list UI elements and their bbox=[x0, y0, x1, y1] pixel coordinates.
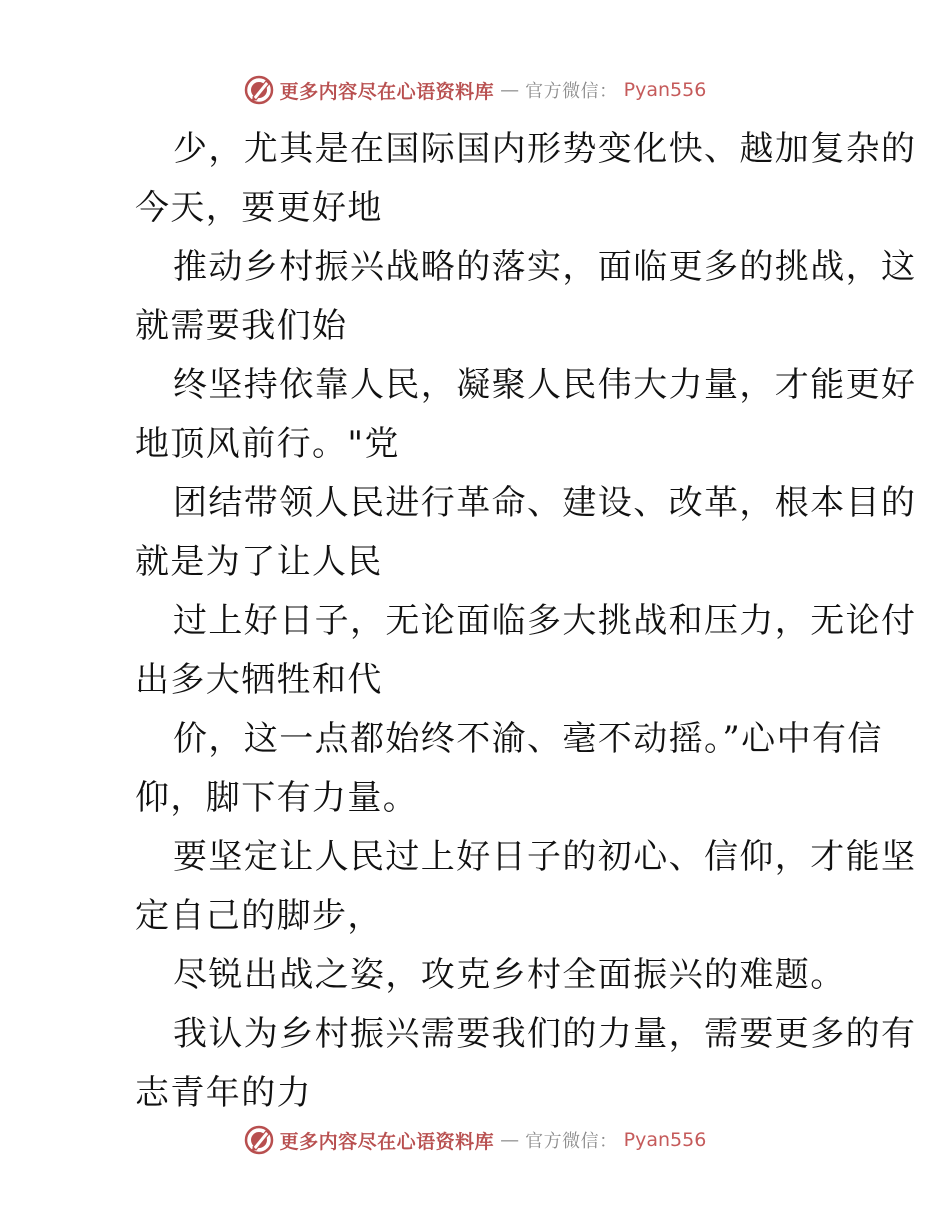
banner-dash: — bbox=[500, 79, 520, 101]
paragraph-line: 尽锐出战之姿，攻克乡村全面振兴的难题。 bbox=[173, 955, 846, 995]
banner-text: 更多内容尽在心语资料库 bbox=[279, 1130, 495, 1153]
paragraph-line: 今天，要更好地 bbox=[135, 188, 383, 228]
pen-logo-icon bbox=[244, 1125, 274, 1155]
wechat-label: 官方微信： bbox=[525, 1131, 618, 1152]
paragraph-line: 价，这一点都始终不渝、毫不动摇。”心中有信 bbox=[173, 719, 883, 759]
document-body bbox=[97, 120, 917, 1123]
footer-banner bbox=[0, 1120, 950, 1160]
paragraph-9 bbox=[97, 1005, 917, 1123]
paragraph-6 bbox=[97, 710, 883, 828]
paragraph-line: 推动乡村振兴战略的落实，面临更多的挑战，这 bbox=[173, 247, 917, 287]
paragraph-line: 要坚定让人民过上好日子的初心、信仰，才能坚 bbox=[173, 837, 917, 877]
banner-dash: — bbox=[500, 1129, 520, 1151]
paragraph-line: 团结带领人民进行革命、建设、改革，根本目的 bbox=[173, 483, 917, 523]
paragraph-4 bbox=[97, 474, 917, 592]
paragraph-line: 就是为了让人民 bbox=[135, 542, 383, 582]
paragraph-line: 志青年的力 bbox=[135, 1073, 312, 1113]
wechat-label: 官方微信： bbox=[525, 81, 618, 102]
banner-text: 更多内容尽在心语资料库 bbox=[279, 80, 495, 103]
paragraph-line: 定自己的脚步， bbox=[135, 896, 383, 936]
paragraph-3 bbox=[97, 356, 917, 474]
paragraph-2 bbox=[97, 238, 917, 356]
header-banner bbox=[0, 70, 950, 110]
paragraph-line: 就需要我们始 bbox=[135, 306, 348, 346]
paragraph-line: 我认为乡村振兴需要我们的力量，需要更多的有 bbox=[173, 1014, 917, 1054]
paragraph-5 bbox=[97, 592, 917, 710]
paragraph-line: 终坚持依靠人民，凝聚人民伟大力量，才能更好 bbox=[173, 365, 917, 405]
paragraph-line: 出多大牺牲和代 bbox=[135, 660, 383, 700]
paragraph-8 bbox=[97, 946, 857, 1005]
paragraph-line: 过上好日子，无论面临多大挑战和压力，无论付 bbox=[173, 601, 917, 641]
paragraph-7 bbox=[97, 828, 917, 946]
paragraph-line: 少，尤其是在国际国内形势变化快、越加复杂的 bbox=[173, 129, 917, 169]
wechat-id: Pyan556 bbox=[623, 79, 707, 101]
paragraph-line: 仰，脚下有力量。 bbox=[135, 778, 419, 818]
paragraph-1 bbox=[97, 120, 917, 238]
wechat-id: Pyan556 bbox=[623, 1129, 707, 1151]
paragraph-line: 地顶风前行。"党 bbox=[135, 424, 400, 464]
pen-logo-icon bbox=[244, 75, 274, 105]
